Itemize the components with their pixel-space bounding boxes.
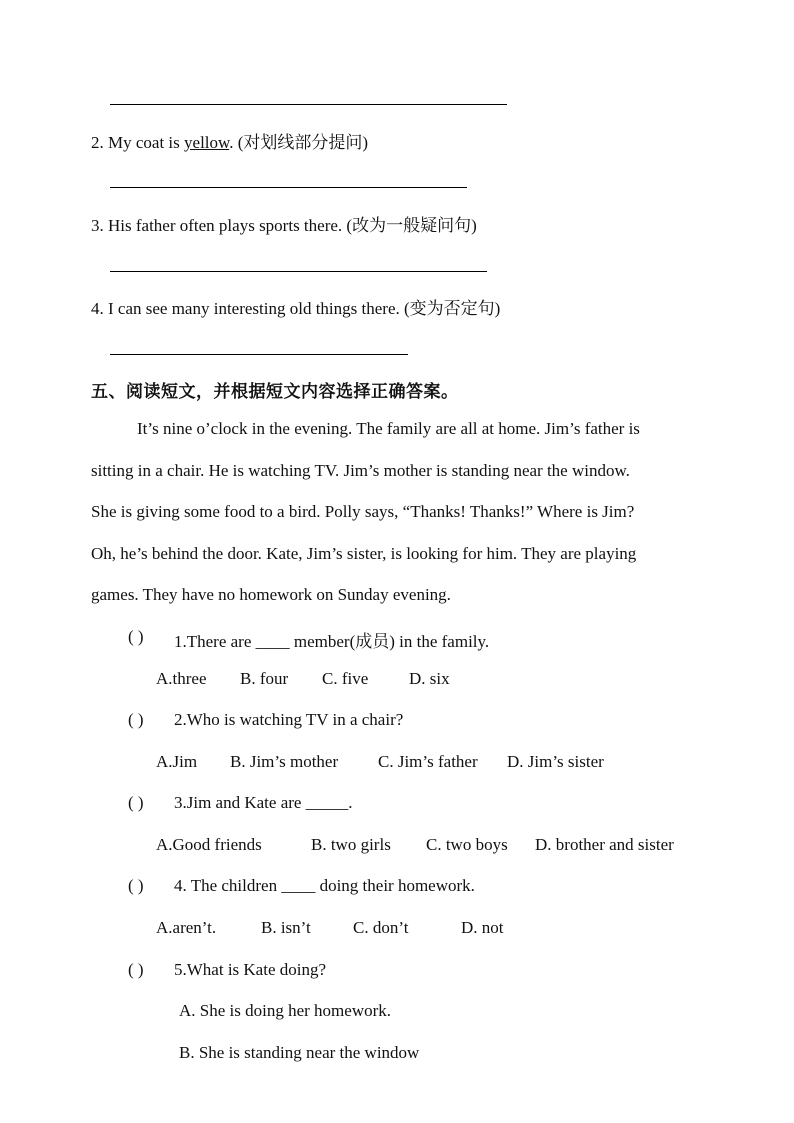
answer-blank-4[interactable]: ( ) — [128, 876, 144, 895]
q4-option-c[interactable]: C. don’t — [353, 918, 409, 937]
passage-line-2: sitting in a chair. He is watching TV. Jim’s mother is standing near the window. — [91, 461, 630, 480]
answer-blank-2[interactable]: ( ) — [128, 710, 144, 729]
q3-option-a[interactable]: A.Good friends — [156, 835, 262, 854]
q1-option-c[interactable]: C. five — [322, 669, 369, 688]
q2-suffix: . (对划线部分提问) — [229, 133, 369, 152]
q4-option-d[interactable]: D. not — [461, 918, 504, 937]
passage-line-5: games. They have no homework on Sunday evening. — [91, 585, 451, 604]
answer-line-q3[interactable] — [110, 271, 487, 272]
rewrite-question-4: 4. I can see many interesting old things there. (变为否定句) — [91, 299, 501, 318]
passage-line-4: Oh, he’s behind the door. Kate, Jim’s sister, is looking for him. They are playing — [91, 544, 637, 563]
q2-option-d[interactable]: D. Jim’s sister — [507, 752, 604, 771]
passage-line-3: She is giving some food to a bird. Polly says, “Thanks! Thanks!” Where is Jim? — [91, 502, 635, 521]
q3-option-d[interactable]: D. brother and sister — [535, 835, 674, 854]
q3-option-c[interactable]: C. two boys — [426, 835, 508, 854]
q1-option-b[interactable]: B. four — [240, 669, 289, 688]
q1-option-a[interactable]: A.three — [156, 669, 207, 688]
rewrite-question-3: 3. His father often plays sports there. (改为一般疑问句) — [91, 216, 477, 235]
answer-line-q1[interactable] — [110, 104, 507, 105]
q2-prefix: 2. My coat is — [91, 133, 185, 152]
q2-underlined-word: yellow — [184, 133, 230, 152]
question-4: 4. The children ____ doing their homework. — [174, 876, 475, 895]
q3-option-b[interactable]: B. two girls — [311, 835, 391, 854]
answer-blank-3[interactable]: ( ) — [128, 793, 144, 812]
answer-line-q2[interactable] — [110, 187, 467, 188]
q2-option-b[interactable]: B. Jim’s mother — [230, 752, 339, 771]
q2-option-a[interactable]: A.Jim — [156, 752, 198, 771]
question-3: 3.Jim and Kate are _____. — [174, 793, 353, 812]
question-2: 2.Who is watching TV in a chair? — [174, 710, 404, 729]
q2-option-c[interactable]: C. Jim’s father — [378, 752, 478, 771]
answer-blank-5[interactable]: ( ) — [128, 960, 144, 979]
answer-line-q4[interactable] — [110, 354, 408, 355]
question-5: 5.What is Kate doing? — [174, 960, 327, 979]
section-5-heading: 五、阅读短文，并根据短文内容选择正确答案。 — [91, 382, 459, 402]
q5-option-a[interactable]: A. She is doing her homework. — [179, 1001, 392, 1020]
question-1: 1.There are ____ member(成员) in the family. — [174, 632, 490, 651]
rewrite-question-2 — [91, 128, 368, 153]
q4-option-a[interactable]: A.aren’t. — [156, 918, 217, 937]
q4-option-b[interactable]: B. isn’t — [261, 918, 311, 937]
answer-blank-1[interactable]: ( ) — [128, 627, 144, 646]
q1-option-d[interactable]: D. six — [409, 669, 450, 688]
q5-option-b[interactable]: B. She is standing near the window — [179, 1043, 420, 1062]
passage-line-1: It’s nine o’clock in the evening. The family are all at home. Jim’s father is — [137, 419, 640, 438]
